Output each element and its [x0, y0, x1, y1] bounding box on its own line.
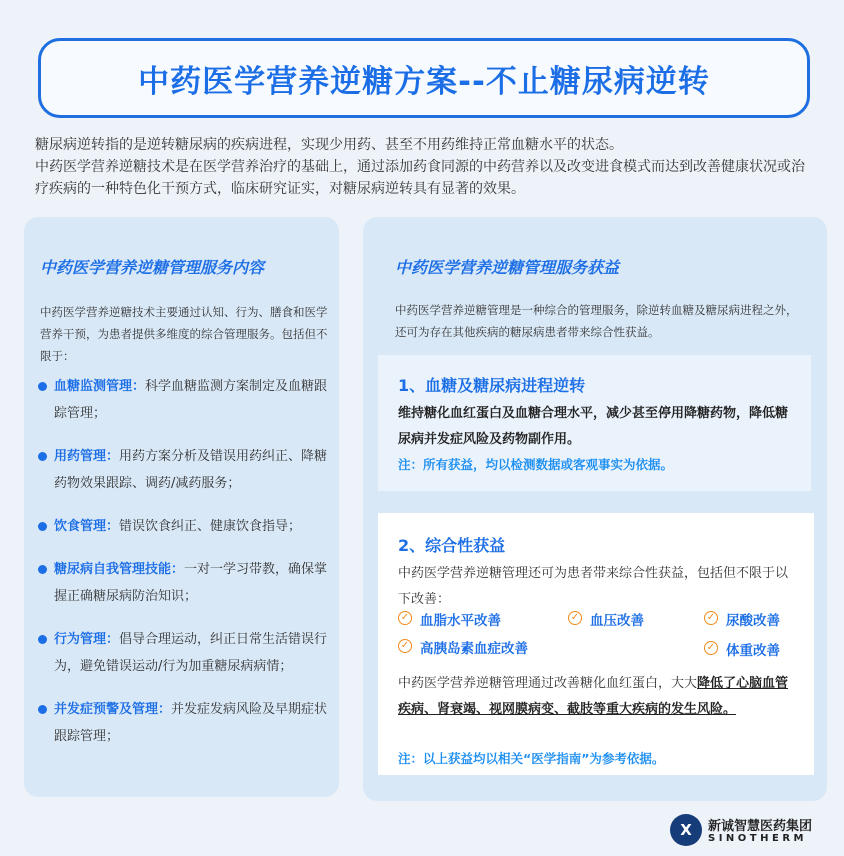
service-benefit-title: 中药医学营养逆糖管理服务获益: [395, 258, 620, 277]
item-key: 并发症预警及管理：: [54, 702, 172, 717]
list-item: [38, 373, 336, 427]
card-note: 注：所有获益，均以检测数据或客观事实为依据。: [398, 457, 674, 472]
benefit-item: [704, 609, 780, 629]
logo-mark: X: [680, 821, 692, 839]
item-text: 一对一学习带教，确保掌握正确糖尿病防治知识；: [54, 562, 328, 604]
logo-name-en: SINOTHERM: [708, 833, 807, 844]
benefit-label: 血脂水平改善: [420, 613, 501, 629]
item-text: 错误饮食纠正、健康饮食指导；: [119, 519, 302, 534]
check-icon: ✓: [398, 639, 412, 653]
benefit-item: [704, 639, 780, 659]
benefit-item: [398, 637, 528, 657]
service-benefit-desc: 中药医学营养逆糖管理是一种综合的管理服务，除逆转血糖及糖尿病进程之外，还可为存在其他疾病的糖尿病患者带来综合性获益。: [395, 303, 798, 339]
service-content-panel: [24, 217, 339, 797]
item-key: 血糖监测管理：: [54, 379, 146, 394]
item-key: 饮食管理：: [54, 519, 120, 534]
check-icon: ✓: [398, 611, 412, 625]
list-item: [38, 443, 336, 497]
service-content-title: 中药医学营养逆糖管理服务内容: [40, 258, 265, 277]
benefit-card-comprehensive: [378, 513, 814, 775]
benefit-label: 高胰岛素血症改善: [420, 641, 528, 657]
bullet-icon: [38, 382, 47, 391]
card-note: 注：以上获益均以相关“医学指南”为参考依据。: [398, 751, 665, 766]
logo-icon: [670, 814, 702, 846]
check-icon: ✓: [704, 641, 718, 655]
item-text: 科学血糖监测方案制定及血糖跟踪管理；: [54, 379, 328, 421]
item-text: 并发症发病风险及早期症状跟踪管理；: [54, 702, 328, 744]
bullet-icon: [38, 452, 47, 461]
intro-paragraph-2: 中药医学营养逆糖技术是在医学营养治疗的基础上，通过添加药食同源的中药营养以及改变进食模式而达到改善健康状况或治疗疾病的一种特色化干预方式，临床研究证实，对糖尿病逆转具有显著的效果。: [35, 159, 805, 197]
bullet-icon: [38, 522, 47, 531]
list-item: [38, 696, 336, 750]
card-text: 中药医学营养逆糖管理还可为患者带来综合性获益，包括但不限于以下改善：: [398, 566, 789, 607]
list-item: [38, 626, 336, 680]
card-text: 维持糖化血红蛋白及血糖合理水平，减少甚至停用降糖药物，降低糖尿病并发症风险及药物副作用。: [398, 406, 789, 447]
bullet-icon: [38, 635, 47, 644]
check-icon: ✓: [704, 611, 718, 625]
page-title: 中药医学营养逆糖方案--不止糖尿病逆转: [138, 63, 710, 100]
service-content-desc: 中药医学营养逆糖技术主要通过认知、行为、膳食和医学营养干预，为患者提供多维度的综合管理服务。包括但不限于：: [40, 305, 328, 363]
benefit-label: 血压改善: [590, 613, 644, 629]
bullet-icon: [38, 705, 47, 714]
check-icon: ✓: [568, 611, 582, 625]
benefit-label: 尿酸改善: [726, 613, 780, 629]
card-text: [398, 671, 798, 723]
bullet-icon: [38, 565, 47, 574]
benefit-item: [568, 609, 644, 629]
item-text: 倡导合理运动，纠正日常生活错误行为，避免错误运动/行为加重糖尿病病情；: [54, 632, 328, 674]
benefit-label: 体重改善: [726, 643, 780, 659]
item-key: 行为管理：: [54, 632, 120, 647]
benefit-item: [398, 609, 501, 629]
text-emphasis: 降低了心脑血管疾病、肾衰竭、视网膜病变、截肢等重大疾病的发生风险。: [398, 676, 789, 717]
intro-text: [35, 134, 815, 200]
item-text: 用药方案分析及错误用药纠正、降糖药物效果跟踪、调药/减药服务；: [54, 449, 328, 491]
list-item: [38, 513, 336, 540]
card-heading: 2、综合性获益: [398, 536, 506, 555]
benefit-card-reversal: [378, 355, 811, 491]
service-list: [38, 373, 336, 766]
item-key: 用药管理：: [54, 449, 120, 464]
item-key: 糖尿病自我管理技能：: [54, 562, 185, 577]
intro-paragraph-1: 糖尿病逆转指的是逆转糖尿病的疾病进程，实现少用药、甚至不用药维持正常血糖水平的状态。: [35, 137, 623, 153]
company-logo: [670, 814, 830, 848]
benefit-grid: [398, 609, 798, 663]
service-benefit-panel: [363, 217, 827, 801]
list-item: [38, 556, 336, 610]
card-heading: 1、血糖及糖尿病进程逆转: [398, 376, 586, 395]
title-banner: [38, 38, 810, 118]
text-plain: 中药医学营养逆糖管理通过改善糖化血红蛋白，大大: [398, 676, 698, 691]
logo-name-cn: 新诚智慧医药集团: [708, 819, 813, 834]
